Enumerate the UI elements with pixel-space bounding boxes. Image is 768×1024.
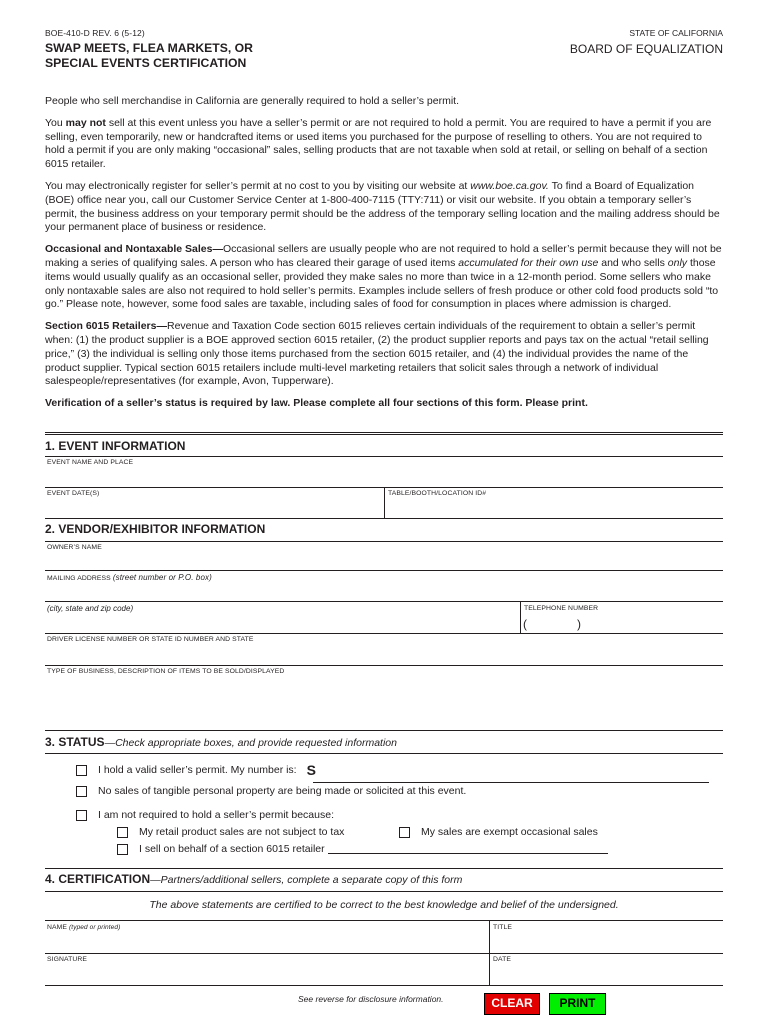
form-title-line-2: SPECIAL EVENTS CERTIFICATION [45, 56, 247, 70]
certification-rule [45, 920, 723, 921]
certification-title-text: 4. CERTIFICATION [45, 872, 151, 886]
business-type-label: TYPE OF BUSINESS, DESCRIPTION OF ITEMS TO BE SOLD/DISPLAYED [47, 668, 285, 675]
p4-it1: accumulated for their own use [458, 256, 599, 269]
certification-subtitle: —Partners/additional sellers, complete a separate copy of this form [150, 874, 463, 886]
form-header [45, 28, 375, 71]
option-not-required [76, 809, 334, 821]
owner-name-label: OWNER’S NAME [47, 544, 102, 551]
agency-header [570, 28, 723, 56]
section-3-title [45, 735, 723, 750]
signature-date-field[interactable] [45, 985, 723, 986]
occasional-text: My sales are exempt occasional sales [421, 826, 598, 838]
section-1-rule [45, 456, 723, 457]
p3-pre: You may electronically register for seller’s permit at no cost to you by visiting our website at [45, 179, 471, 192]
driver-license-label: DRIVER LICENSE NUMBER OR STATE ID NUMBER AND STATE [47, 636, 254, 643]
p3-post: To find a Board of Equalization (BOE) office near you, call our Customer Service Center at 1-800-400-7115 (TTY:711) or visit our website. If you obtain a temporary seller’s permit, the business address on your temporary permit should be the address of the temporary selling location and the mailing address should be your permanent place of business or residence. [45, 179, 720, 234]
signer-name-label [47, 924, 120, 931]
event-dates-label: EVENT DATE(S) [47, 490, 100, 497]
not-required-checkbox[interactable] [76, 810, 87, 821]
driver-license-field[interactable] [45, 665, 723, 666]
intro-paragraph-3 [45, 180, 723, 235]
city-state-zip-label: (city, state and zip code) [47, 604, 134, 613]
section-1-title: 1. EVENT INFORMATION [45, 439, 186, 453]
event-name-label: EVENT NAME AND PLACE [47, 459, 134, 466]
city-field[interactable] [45, 633, 723, 634]
table-booth-label: TABLE/BOOTH/LOCATION ID# [388, 490, 487, 497]
section-2-rule [45, 541, 723, 542]
name-title-field[interactable] [45, 953, 723, 954]
mailing-address-label [47, 573, 212, 582]
intro-paragraph-1: People who sell merchandise in California are generally required to hold a seller’s permit. [45, 95, 459, 107]
retailer-6015-field[interactable] [328, 844, 608, 854]
form-title [45, 41, 375, 71]
retailer-6015-text: I sell on behalf of a section 6015 retailer [139, 843, 325, 855]
option-valid-permit [76, 762, 316, 778]
signature-label: SIGNATURE [47, 956, 88, 963]
option-6015 [117, 843, 608, 855]
clear-button[interactable]: CLEAR [484, 993, 540, 1015]
state-name: STATE OF CALIFORNIA [629, 28, 723, 38]
form-number: BOE-410-D REV. 6 (5-12) [45, 28, 145, 38]
p4-b: and who sells [598, 256, 668, 269]
name-hint: (typed or printed) [69, 924, 121, 931]
not-taxable-text: My retail product sales are not subject to tax [139, 826, 345, 838]
p2-pre: You [45, 116, 66, 129]
instructions [45, 95, 723, 419]
p4-heading: Occasional and Nontaxable Sales— [45, 243, 223, 256]
verification-notice: Verification of a seller’s status is required by law. Please complete all four sections of this form. Please print. [45, 397, 588, 410]
agency-name: BOARD OF EQUALIZATION [569, 42, 723, 56]
signer-title-label: TITLE [493, 924, 513, 931]
no-sales-checkbox[interactable] [76, 786, 87, 797]
section-4-rule [45, 891, 723, 892]
no-sales-text: No sales of tangible personal property are being made or solicited at this event. [98, 785, 467, 797]
not-taxable-checkbox[interactable] [117, 827, 128, 838]
p5-body: Revenue and Taxation Code section 6015 relieves certain individuals of the requirement to obtain a seller’s permit when: (1) the product supplier is a BOE approved section 6015 retailer, (2) the product supplier reports and pays tax on the actual “retail selling price,” (3) the individual is selling only those items purchased from the section 6015 retailer, and (4) the individual provides the name of the product supplier. Typical section 6015 retailers include multi-level marketing retailers that solicit sales through a network of individual salespeople/representatives (for example, Avon, Tupperware). [45, 320, 709, 388]
telephone-label: TELEPHONE NUMBER [524, 605, 599, 612]
section-1-top-rule [45, 432, 723, 435]
date-label: DATE [493, 956, 512, 963]
phone-area-close: ) [577, 617, 581, 631]
option-occasional [399, 826, 598, 838]
status-title-text: 3. STATUS [45, 735, 105, 749]
valid-permit-checkbox[interactable] [76, 765, 87, 776]
section-2-title: 2. VENDOR/EXHIBITOR INFORMATION [45, 522, 266, 536]
owner-name-field[interactable] [45, 570, 723, 571]
form-title-line-1: SWAP MEETS, FLEA MARKETS, OR [45, 41, 253, 55]
p4-c: those items would usually qualify as an occasional seller, provided they make sales no more than twice in a 12-month period. Some sellers who make only nontaxable sales are also not required to hold seller’s permits. Examples include sellers of fresh produce or other cold food products sold “to go.” Please note, however, some food sales are taxable, including sales of food for consumption in places where admission is charged. [45, 256, 719, 311]
mailing-address-field[interactable] [45, 601, 723, 602]
permit-number-field[interactable] [313, 782, 709, 783]
mailing-hint: (street number or P.O. box) [112, 573, 212, 582]
intro-paragraph-2 [45, 117, 723, 172]
section-6015-paragraph [45, 320, 723, 389]
p4-a: Occasional sellers are usually people who are not required to hold a seller’s permit because they will not be making a series of qualifying sales. A person who has cleared their garage of used items [45, 243, 722, 269]
valid-permit-text: I hold a valid seller’s permit. My number is: [98, 764, 297, 776]
p5-heading: Section 6015 Retailers— [45, 320, 167, 333]
print-button[interactable]: PRINT [549, 993, 606, 1015]
option-not-taxable [117, 826, 344, 838]
p4-it2: only [667, 256, 688, 269]
p2-post: sell at this event unless you have a seller’s permit or are not required to hold a permit. You are required to have a permit if you are selling, even temporarily, new or handcrafted items or used items you purchased for the purpose of reselling to others. You are not required to hold a permit if you are only making “occasional” sales, selling products that are not taxable when sold at retail, or selling on behalf of a section 6015 retailer. [45, 116, 712, 171]
website-link[interactable]: www.boe.ca.gov. [470, 179, 549, 192]
event-divider [384, 487, 385, 518]
option-no-sales [76, 785, 466, 797]
section-3-rule [45, 753, 723, 754]
business-type-field[interactable] [45, 730, 723, 731]
section-4-top-rule [45, 868, 723, 869]
permit-prefix: S [306, 762, 316, 778]
mailing-label-text: MAILING ADDRESS [47, 575, 111, 582]
occasional-sales-paragraph [45, 243, 723, 312]
phone-area-open: ( [523, 617, 527, 631]
occasional-checkbox[interactable] [399, 827, 410, 838]
certification-statement: The above statements are certified to be correct to the best knowledge and belief of the undersigned. [149, 899, 619, 911]
p2-bold: may not [65, 116, 106, 129]
not-required-text: I am not required to hold a seller’s permit because: [98, 809, 334, 821]
event-dates-field[interactable] [45, 518, 723, 519]
section-4-title [45, 872, 723, 887]
retailer-6015-checkbox[interactable] [117, 844, 128, 855]
phone-divider [520, 601, 521, 633]
disclosure-note: See reverse for disclosure information. [298, 994, 444, 1004]
status-subtitle: —Check appropriate boxes, and provide requested information [104, 737, 397, 749]
name-label-text: NAME [47, 924, 68, 931]
